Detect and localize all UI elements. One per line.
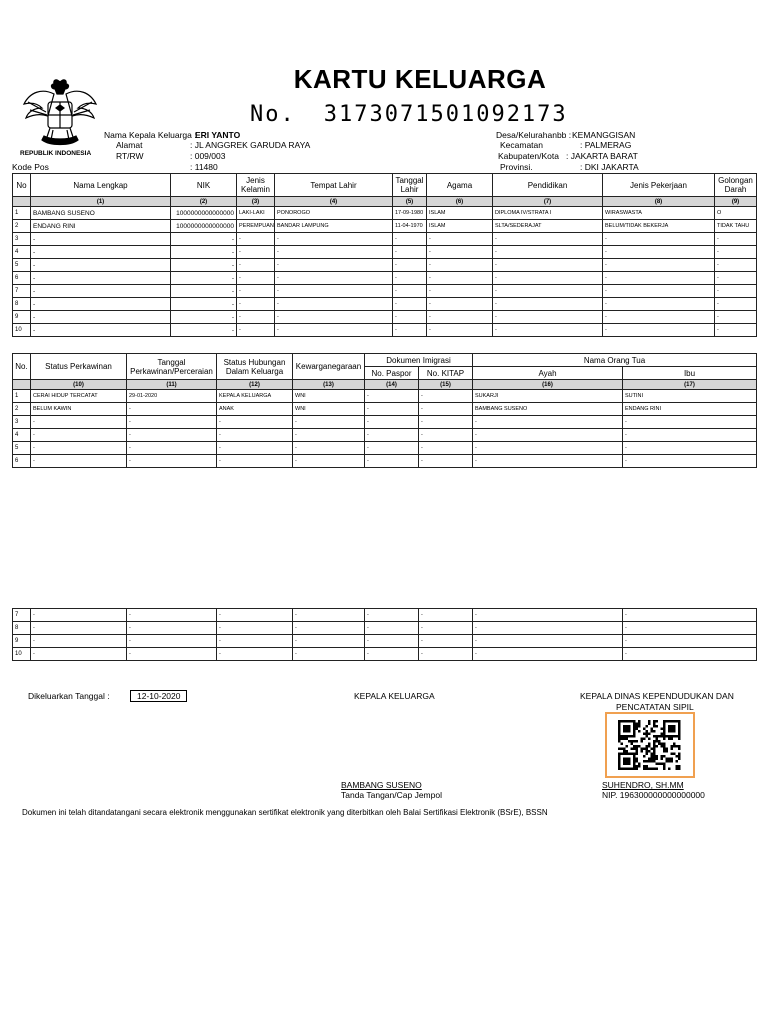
- table-cell: -: [171, 272, 237, 285]
- table-row: [13, 285, 757, 298]
- table-cell: -: [31, 233, 171, 246]
- col-header-status-hubungan: Status Hubungan Dalam Keluarga: [217, 354, 293, 380]
- table-cell: -: [715, 311, 757, 324]
- kepala-dinas-line2: PENCATATAN SIPIL: [616, 702, 694, 712]
- signer-caption: Tanda Tangan/Cap Jempol: [341, 790, 442, 800]
- index-cell: (7): [493, 197, 603, 207]
- row-number-cell: 10: [13, 324, 31, 337]
- row-number-cell: 2: [13, 403, 31, 416]
- table-cell: -: [365, 635, 419, 648]
- document-number: [250, 102, 610, 127]
- index-cell: [13, 380, 31, 390]
- table-cell: -: [365, 416, 419, 429]
- table-cell: CERAI HIDUP TERCATAT: [31, 390, 127, 403]
- table-cell: WNI: [293, 390, 365, 403]
- col-header-status-perkawinan: Status Perkawinan: [31, 354, 127, 380]
- col-header-no: No: [13, 174, 31, 197]
- field-value-rtrw: : 009/003: [190, 151, 226, 161]
- table-row: [13, 311, 757, 324]
- field-label-rtrw: RT/RW: [116, 151, 144, 161]
- col-header-nama: Nama Lengkap: [31, 174, 171, 197]
- table-cell: -: [171, 311, 237, 324]
- table-cell: -: [171, 259, 237, 272]
- family-members-table: [12, 173, 757, 337]
- table-cell: -: [473, 429, 623, 442]
- table-cell: -: [393, 233, 427, 246]
- table-cell: -: [293, 455, 365, 468]
- table-cell: -: [393, 246, 427, 259]
- row-number-cell: 8: [13, 622, 31, 635]
- index-cell: [13, 197, 31, 207]
- table-cell: -: [217, 455, 293, 468]
- table-row: [13, 233, 757, 246]
- table-cell: -: [31, 416, 127, 429]
- index-cell: (14): [365, 380, 419, 390]
- table-cell: -: [365, 609, 419, 622]
- table-cell: ISLAM: [427, 207, 493, 220]
- table-cell: -: [427, 233, 493, 246]
- table-cell: -: [31, 259, 171, 272]
- table-cell: -: [603, 285, 715, 298]
- table-row: [13, 272, 757, 285]
- table-cell: -: [275, 246, 393, 259]
- table-cell: -: [393, 298, 427, 311]
- table-cell: -: [419, 622, 473, 635]
- table-cell: -: [127, 609, 217, 622]
- table-cell: -: [217, 609, 293, 622]
- table-cell: -: [31, 298, 171, 311]
- table-cell: -: [293, 429, 365, 442]
- table-cell: -: [623, 455, 757, 468]
- qr-code-icon: [618, 720, 682, 770]
- field-label-kepala: Nama Kepala Keluarga :: [104, 130, 197, 140]
- index-cell: (10): [31, 380, 127, 390]
- table-row: [13, 403, 757, 416]
- table-cell: 1000000000000000: [171, 220, 237, 233]
- table-cell: -: [171, 298, 237, 311]
- table-cell: -: [715, 259, 757, 272]
- col-header-ibu: Ibu: [623, 367, 757, 380]
- table-cell: 29-01-2020: [127, 390, 217, 403]
- table-cell: -: [31, 622, 127, 635]
- row-number-cell: 8: [13, 298, 31, 311]
- row-number-cell: 7: [13, 609, 31, 622]
- table-cell: -: [275, 259, 393, 272]
- table-cell: -: [493, 259, 603, 272]
- table-cell: -: [237, 246, 275, 259]
- index-cell: (17): [623, 380, 757, 390]
- table-cell: -: [31, 285, 171, 298]
- table-cell: -: [31, 442, 127, 455]
- official-name: SUHENDRO, SH.MM: [602, 780, 684, 790]
- table-cell: -: [127, 416, 217, 429]
- field-label-alamat: Alamat: [116, 140, 143, 150]
- table-cell: -: [473, 442, 623, 455]
- table-row: [13, 324, 757, 337]
- col-header-no-paspor: No. Paspor: [365, 367, 419, 380]
- row-number-cell: 4: [13, 246, 31, 259]
- kepala-keluarga-label: KEPALA KELUARGA: [354, 691, 435, 701]
- table-row: [13, 609, 757, 622]
- table-cell: -: [365, 648, 419, 661]
- table-cell: -: [623, 648, 757, 661]
- table-cell: -: [623, 622, 757, 635]
- row-number-cell: 3: [13, 233, 31, 246]
- field-value-desa: KEMANGGISAN: [572, 130, 636, 140]
- row-number-cell: 4: [13, 429, 31, 442]
- table-cell: -: [217, 622, 293, 635]
- table-cell: -: [275, 285, 393, 298]
- table-cell: -: [603, 272, 715, 285]
- table-cell: -: [31, 324, 171, 337]
- table-cell: -: [31, 455, 127, 468]
- col-header-nik: NIK: [171, 174, 237, 197]
- family-status-table: [12, 353, 757, 468]
- table-cell: -: [31, 272, 171, 285]
- table1-body: [13, 207, 757, 337]
- table-cell: -: [237, 285, 275, 298]
- row-number-cell: 9: [13, 311, 31, 324]
- index-cell: (3): [237, 197, 275, 207]
- table-row: [13, 648, 757, 661]
- table-cell: SUKARJI: [473, 390, 623, 403]
- table-cell: -: [419, 416, 473, 429]
- table-cell: -: [275, 272, 393, 285]
- table-cell: BAMBANG SUSENO: [473, 403, 623, 416]
- table-cell: -: [127, 648, 217, 661]
- table-cell: -: [623, 442, 757, 455]
- table-row: [13, 207, 757, 220]
- col-header-tanggal-perkawinan: Tanggal Perkawinan/Perceraian: [127, 354, 217, 380]
- table-cell: -: [419, 390, 473, 403]
- table-cell: -: [127, 442, 217, 455]
- col-header-pendidikan: Pendidikan: [493, 174, 603, 197]
- table-cell: -: [237, 259, 275, 272]
- table-row: [13, 246, 757, 259]
- col-header-golongan-darah: Golongan Darah: [715, 174, 757, 197]
- table-cell: -: [171, 324, 237, 337]
- table-cell: -: [603, 246, 715, 259]
- table-cell: PONOROGO: [275, 207, 393, 220]
- table-cell: -: [217, 442, 293, 455]
- table-cell: -: [237, 272, 275, 285]
- col-header-no2: No.: [13, 354, 31, 380]
- table-cell: -: [293, 442, 365, 455]
- table-cell: -: [427, 311, 493, 324]
- table1-index-row: [13, 197, 757, 207]
- family-status-table-continued: [12, 608, 757, 661]
- table-cell: PEREMPUAN: [237, 220, 275, 233]
- field-value-kepala: ERI YANTO: [195, 130, 241, 140]
- table-cell: -: [715, 285, 757, 298]
- table-cell: -: [171, 285, 237, 298]
- table-cell: -: [603, 311, 715, 324]
- index-cell: (16): [473, 380, 623, 390]
- table-cell: -: [293, 416, 365, 429]
- table-cell: -: [217, 648, 293, 661]
- official-nip: NIP. 196300000000000000: [602, 790, 705, 800]
- table-cell: -: [293, 635, 365, 648]
- table-cell: -: [393, 259, 427, 272]
- table-cell: -: [365, 442, 419, 455]
- table-cell: -: [237, 298, 275, 311]
- table-cell: -: [623, 635, 757, 648]
- row-number-cell: 2: [13, 220, 31, 233]
- row-number-cell: 6: [13, 272, 31, 285]
- table-cell: -: [493, 272, 603, 285]
- table-cell: -: [473, 622, 623, 635]
- table-cell: -: [427, 246, 493, 259]
- field-value-kecamatan: : PALMERAG: [580, 140, 632, 150]
- table-cell: -: [603, 259, 715, 272]
- table-cell: -: [365, 429, 419, 442]
- table-cell: -: [715, 233, 757, 246]
- table-cell: -: [427, 259, 493, 272]
- table-cell: -: [419, 442, 473, 455]
- row-number-cell: 10: [13, 648, 31, 661]
- table-cell: -: [493, 324, 603, 337]
- table-cell: -: [715, 324, 757, 337]
- table-cell: -: [171, 246, 237, 259]
- index-cell: (15): [419, 380, 473, 390]
- table-cell: -: [493, 298, 603, 311]
- table-cell: ANAK: [217, 403, 293, 416]
- table-cell: ENDANG RINI: [31, 220, 171, 233]
- table-cell: -: [419, 648, 473, 661]
- col-header-agama: Agama: [427, 174, 493, 197]
- table-cell: -: [365, 622, 419, 635]
- table-cell: -: [473, 416, 623, 429]
- table-cell: -: [237, 233, 275, 246]
- col-header-dokumen-imigrasi: Dokumen Imigrasi: [365, 354, 473, 367]
- table2-index-row: [13, 380, 757, 390]
- table-cell: -: [393, 272, 427, 285]
- table-cell: -: [31, 311, 171, 324]
- index-cell: (13): [293, 380, 365, 390]
- table-cell: -: [31, 635, 127, 648]
- table-cell: -: [393, 311, 427, 324]
- table-cell: -: [473, 455, 623, 468]
- row-number-cell: 3: [13, 416, 31, 429]
- table-cell: WNI: [293, 403, 365, 416]
- table-cell: O: [715, 207, 757, 220]
- index-cell: (9): [715, 197, 757, 207]
- table-cell: -: [127, 403, 217, 416]
- row-number-cell: 5: [13, 259, 31, 272]
- table-cell: DIPLOMA IV/STRATA I: [493, 207, 603, 220]
- kepala-dinas-line1: KEPALA DINAS KEPENDUDUKAN DAN: [580, 691, 734, 701]
- table-cell: -: [127, 429, 217, 442]
- table-cell: -: [217, 416, 293, 429]
- table-cell: -: [419, 635, 473, 648]
- table-cell: KEPALA KELUARGA: [217, 390, 293, 403]
- index-cell: (6): [427, 197, 493, 207]
- table-cell: -: [427, 285, 493, 298]
- table-row: [13, 635, 757, 648]
- table-cell: -: [127, 455, 217, 468]
- table-cell: -: [623, 416, 757, 429]
- table-cell: -: [31, 246, 171, 259]
- table-cell: -: [365, 403, 419, 416]
- table-cell: -: [493, 246, 603, 259]
- table-cell: -: [275, 233, 393, 246]
- table-cell: -: [31, 648, 127, 661]
- table-cell: -: [419, 429, 473, 442]
- field-label-provinsi: Provinsi.: [500, 162, 533, 172]
- table-cell: -: [715, 272, 757, 285]
- table-cell: -: [31, 609, 127, 622]
- table-cell: -: [237, 324, 275, 337]
- garuda-emblem-icon: [20, 74, 100, 156]
- table-cell: -: [419, 455, 473, 468]
- signer-name: BAMBANG SUSENO: [341, 780, 422, 790]
- table-cell: ISLAM: [427, 220, 493, 233]
- field-label-desa: Desa/Kelurahanbb :: [496, 130, 572, 140]
- field-label-kodepos: Kode Pos: [12, 162, 49, 172]
- table-cell: -: [293, 622, 365, 635]
- table-row: [13, 416, 757, 429]
- col-header-no-kitap: No. KITAP: [419, 367, 473, 380]
- issued-date: 12-10-2020: [130, 690, 187, 702]
- table-row: [13, 442, 757, 455]
- field-label-kabupaten: Kabupaten/Kota: [498, 151, 559, 161]
- emblem-caption: REPUBLIK INDONESIA: [20, 150, 92, 157]
- table-row: [13, 220, 757, 233]
- table-cell: -: [171, 233, 237, 246]
- table-cell: -: [715, 246, 757, 259]
- issued-label: Dikeluarkan Tanggal :: [28, 691, 110, 701]
- table-cell: ENDANG RINI: [623, 403, 757, 416]
- table-cell: -: [127, 635, 217, 648]
- table-cell: -: [427, 298, 493, 311]
- table-cell: -: [623, 429, 757, 442]
- table-row: [13, 429, 757, 442]
- table-cell: -: [275, 324, 393, 337]
- table-cell: -: [473, 609, 623, 622]
- row-number-cell: 6: [13, 455, 31, 468]
- table-cell: 11-04-1970: [393, 220, 427, 233]
- table-cell: BELUM/TIDAK BEKERJA: [603, 220, 715, 233]
- table-row: [13, 390, 757, 403]
- table-cell: BAMBANG SUSENO: [31, 207, 171, 220]
- document-title: KARTU KELUARGA: [293, 64, 547, 94]
- table-cell: -: [473, 635, 623, 648]
- field-value-provinsi: : DKI JAKARTA: [580, 162, 639, 172]
- row-number-cell: 5: [13, 442, 31, 455]
- table-cell: -: [427, 324, 493, 337]
- table-cell: -: [237, 311, 275, 324]
- table-cell: SUTINI: [623, 390, 757, 403]
- col-header-kewarganegaraan: Kewarganegaraan: [293, 354, 365, 380]
- table-cell: -: [603, 233, 715, 246]
- index-cell: (4): [275, 197, 393, 207]
- table-cell: -: [419, 403, 473, 416]
- table-cell: 1000000000000000: [171, 207, 237, 220]
- table2-body: [13, 390, 757, 468]
- table-cell: BANDAR LAMPUNG: [275, 220, 393, 233]
- table-cell: -: [715, 298, 757, 311]
- table-cell: -: [419, 609, 473, 622]
- table-cell: -: [31, 429, 127, 442]
- table-cell: SLTA/SEDERAJAT: [493, 220, 603, 233]
- table-cell: TIDAK TAHU: [715, 220, 757, 233]
- table-cell: -: [365, 390, 419, 403]
- table2-continued-body: [13, 609, 757, 661]
- col-header-jenis-kelamin: Jenis Kelamin: [237, 174, 275, 197]
- field-value-kabupaten: : JAKARTA BARAT: [566, 151, 638, 161]
- table-cell: -: [393, 324, 427, 337]
- col-header-tempat-lahir: Tempat Lahir: [275, 174, 393, 197]
- electronic-signature-note: Dokumen ini telah ditandatangani secara elektronik menggunakan sertifikat elektronik yang diterbitkan oleh Balai Sertifikasi Elektronik (BSrE), BSSN: [22, 808, 548, 817]
- index-cell: (1): [31, 197, 171, 207]
- col-header-tanggal-lahir: Tanggal Lahir: [393, 174, 427, 197]
- table-cell: -: [275, 298, 393, 311]
- col-header-pekerjaan: Jenis Pekerjaan: [603, 174, 715, 197]
- field-value-alamat: : JL ANGGREK GARUDA RAYA: [190, 140, 311, 150]
- table-cell: -: [427, 272, 493, 285]
- number-value: 3173071501092173: [323, 102, 568, 127]
- table-cell: -: [493, 311, 603, 324]
- table-cell: -: [493, 233, 603, 246]
- table-cell: -: [623, 609, 757, 622]
- table-cell: -: [603, 298, 715, 311]
- table-cell: -: [365, 455, 419, 468]
- index-cell: (11): [127, 380, 217, 390]
- table-cell: -: [293, 648, 365, 661]
- table-cell: -: [217, 635, 293, 648]
- table-cell: WIRASWASTA: [603, 207, 715, 220]
- index-cell: (5): [393, 197, 427, 207]
- index-cell: (8): [603, 197, 715, 207]
- table-cell: -: [473, 648, 623, 661]
- field-value-kodepos: : 11480: [190, 162, 218, 172]
- table-row: [13, 455, 757, 468]
- index-cell: (2): [171, 197, 237, 207]
- index-cell: (12): [217, 380, 293, 390]
- col-header-ayah: Ayah: [473, 367, 623, 380]
- col-header-nama-orang-tua: Nama Orang Tua: [473, 354, 757, 367]
- table-cell: -: [293, 609, 365, 622]
- table-row: [13, 622, 757, 635]
- qr-code-frame: [605, 712, 695, 778]
- table-cell: 17-09-1980: [393, 207, 427, 220]
- table-cell: LAKI-LAKI: [237, 207, 275, 220]
- table-cell: -: [393, 285, 427, 298]
- table-cell: -: [275, 311, 393, 324]
- table-cell: -: [603, 324, 715, 337]
- table-cell: -: [217, 429, 293, 442]
- field-label-kecamatan: Kecamatan: [500, 140, 543, 150]
- table2-header-row-1: [13, 354, 757, 367]
- table-cell: -: [127, 622, 217, 635]
- table-cell: -: [493, 285, 603, 298]
- table-row: [13, 298, 757, 311]
- row-number-cell: 9: [13, 635, 31, 648]
- row-number-cell: 1: [13, 207, 31, 220]
- table1-header-row: [13, 174, 757, 197]
- row-number-cell: 1: [13, 390, 31, 403]
- table-cell: BELUM KAWIN: [31, 403, 127, 416]
- table-row: [13, 259, 757, 272]
- row-number-cell: 7: [13, 285, 31, 298]
- number-label: No.: [250, 102, 296, 127]
